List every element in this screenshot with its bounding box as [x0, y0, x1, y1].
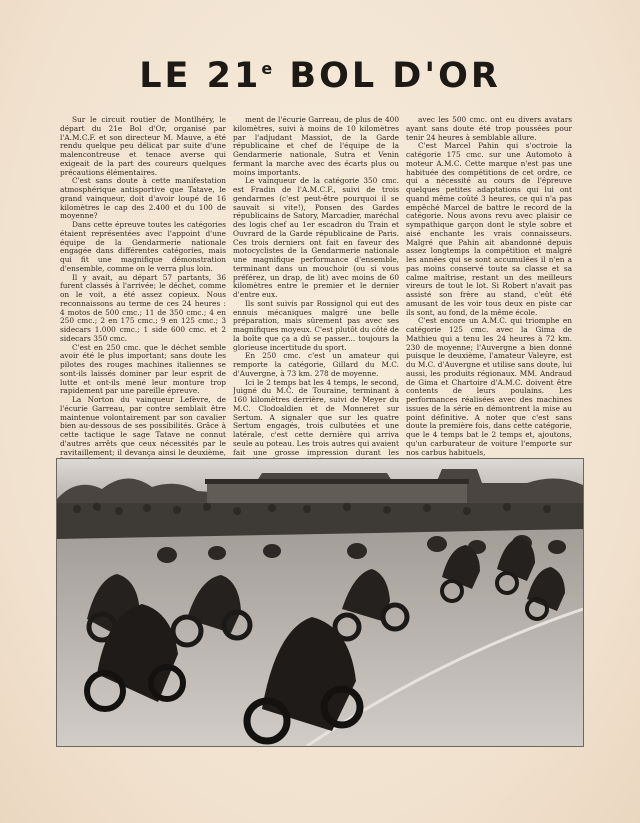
paragraph: C'est sans doute à cette manifestation atmosphérique antisportive que Tatave, le grand vainqueur, doit d'avoir loupé de 16 kilomètres le cap des 2.400 et du 100 de moyenne?	[60, 176, 226, 221]
paragraph: En 250 cmc. c'est un amateur qui remporte la catégorie, Gillard du M.C. d'Auvergne, à 73 km. 278 de moyenne.	[233, 351, 399, 378]
photo-illustration	[57, 459, 583, 746]
paragraph: Sur le circuit routier de Montlhéry, le départ du 21e Bol d'Or, organisé par l'A.M.C.F. et son directeur M. Mauve, a été rendu quelque peu délicat par suite d'une malencontreuse et tenace averse qui exigeait de la part des coureurs quelques précautions élémentaires.	[60, 116, 226, 177]
paragraph: C'est Marcel Pahin qui s'octroie la catégorie 175 cmc. sur une Automoto à moteur A.M.C. Cette marque n'est pas une habituée des compétitions de cet ordre, ce qui a nécessité au cours de l'épreuve quelques petites adaptations qui lui ont quand même coûté 3 heures, ce qui n'a pas empêché Marcel de battre le record de la catégorie. Nous avons revu avec plaisir ce sympathique garçon dont le style sobre et aisé enchante les vrais connaisseurs. Malgré que Pahin ait abandonné depuis assez longtemps la compétition et malgré les années qui se sont accumulées il n'en a pas moins conservé toute sa classe et sa calme maîtrise, restant un des meilleurs vireurs de tout le lot. Si Robert n'avait pas assisté son frère au stand, c'eût été amusant de les voir tous deux en piste car ils sont, au fond, de la même école.	[406, 141, 572, 317]
paragraph: avec les 500 cmc. ont eu divers avatars ayant sans doute été trop poussées pour tenir 24 heures à semblable allure.	[406, 116, 572, 142]
paragraph: Dans cette épreuve toutes les catégories étaient représentées avec l'appoint d'une équipe de la Gendarmerie nationale engagée dans différentes catégories, mais qui fit une magnifique démonstration d'ensemble, comme on le verra plus loin.	[60, 220, 226, 273]
race-start-photo	[56, 458, 584, 747]
text-column-3	[406, 116, 572, 462]
paragraph: La Norton du vainqueur Lefèvre, de l'écurie Garreau, par contre semblait être maintenue volontairement par son cavalier bien au-dessous de ses possibilités. Grâce à cette tactique le sage Tatave ne connut d'autres arrêts que ceux nécessités par le ravitaillement; il devança ainsi le deuxième,	[60, 395, 226, 457]
paragraph: C'est encore un A.M.C. qui triomphe en catégorie 125 cmc. avec la Gima de Mathieu qui a tenu les 24 heures à 72 km. 230 de moyenne; l'Auvergne a bien donné puisque le deuxième, l'amateur Valeyre, est du M.C. d'Auvergne et utilise sans doute, lui aussi, les produits régionaux. MM. Andraud de Gima et Chartoire d'A.M.C. doivent être contents de leurs poulains. Les performances réalisées avec des machines issues de la série en démontrent la mise au point définitive. A noter que c'est sans doute la première fois, dans cette catégorie, que le 4 temps bat le 2 temps et, ajoutons, qu'un carburateur de voiture l'emporte sur nos carbus habituels,	[406, 316, 572, 457]
grandstand-roof	[205, 479, 469, 484]
text-column-2	[233, 116, 399, 462]
paragraph: ment de l'écurie Garreau, de plus de 400 kilomètres, suivi à moins de 10 kilomètres par l'adjudant Massiot, de la Garde républicaine et chef de l'équipe de la Gendarmerie nationale, Sutra et Venin fermant la marche avec des écarts plus ou moins importants.	[233, 116, 399, 177]
paragraph: C'est en 250 cmc. que le déchet semble avoir été le plus important; sans doute les pilotes des rouges machines italiennes se sont-ils laissés dominer par leur esprit de lutte et ont-ils mené leur monture trop rapidement par une pareille épreuve.	[60, 342, 226, 396]
paragraph: Il y avait, au départ 57 partants, 36 furent classés à l'arrivée; le déchet, comme on le voit, a été assez copieux. Nous reconnaissons au terme de ces 24 heures : 4 motos de 500 cmc.; 11 de 350 cmc.; 4 en 250 cmc.; 2 en 175 cmc.; 9 en 125 cmc.; 3 sidecars 1.000 cmc.; 1 side 600 cmc. et 2 sidecars 350 cmc.	[60, 272, 226, 343]
paragraph: Ici le 2 temps bat les 4 temps, le second, Juigné du M.C. de Touraine, terminant à 160 kilomètres derrière, suivi de Meyer du M.C. Clodoaldien et de Monneret sur Sertum. A signaler que sur les quatre Sertum engagés, trois culbutées et une latérale, c'est cette dernière qui arriva seule au poteau. Les trois autres qui avaient fait une grosse impression durant les	[233, 377, 399, 457]
paragraph: Ils sont suivis par Rossignol qui eut des ennuis mécaniques malgré une belle préparation, mais sûrement pas avec ses magnifiques moyeux. C'est plutôt du côté de la boîte que ça a dû se passer... toujours la glorieuse incertitude du sport.	[233, 298, 399, 352]
title-rest: BOL D'OR	[289, 56, 501, 96]
title-number: 21	[206, 56, 262, 96]
text-column-1	[60, 116, 226, 462]
paragraph: Le vainqueur de la catégorie 350 cmc. est Fradin de l'A.M.C.F., suivi de trois gendarmes (c'est peut-être pourquoi il se sauvait si vite!), Ponsen des Gardes républicains de Satory, Marcadier, maréchal des logis chef au 1er escadron du Train et Ouvrard de la Garde républicaine de Paris. Ces trois derniers ont fait en faveur des motocyclistes de la Gendarmerie nationale une magnifique performance d'ensemble, terminant dans un mouchoir (ou si vous préférez, un drap, de lit) avec moins de 60 kilomètres entre le premier et le dernier d'entre eux.	[233, 176, 399, 299]
article-title: LE 21e BOL D'OR	[139, 56, 501, 96]
title-superscript: e	[261, 59, 273, 79]
grandstand	[207, 483, 467, 503]
